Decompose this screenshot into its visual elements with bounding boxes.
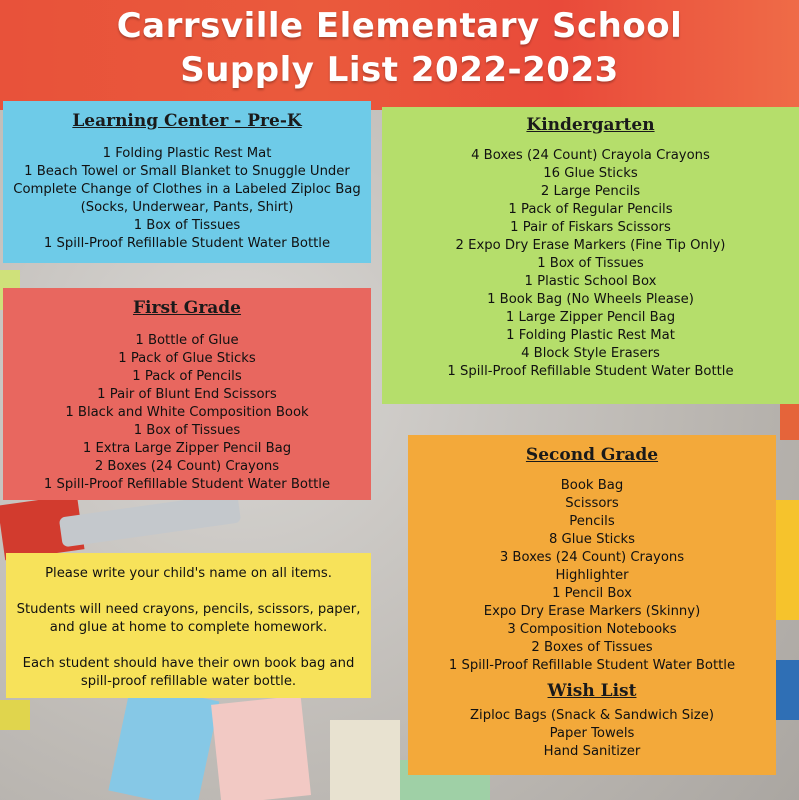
list-item: 1 Bottle of Glue xyxy=(135,333,239,348)
list-item: Highlighter xyxy=(555,568,629,583)
list-item: 1 Pack of Pencils xyxy=(132,369,242,384)
note-line: spill-proof refillable water bottle. xyxy=(80,674,297,689)
kindergarten-supply-box xyxy=(382,107,799,404)
list-item: 1 Spill-Proof Refillable Student Water Bottle xyxy=(447,364,734,379)
list-item: 1 Plastic School Box xyxy=(524,274,657,289)
list-item: 1 Pack of Regular Pencils xyxy=(508,202,673,217)
first-grade-heading: First Grade xyxy=(132,298,242,318)
second-grade-supply-box xyxy=(408,435,776,775)
list-item: 3 Composition Notebooks xyxy=(507,622,677,637)
note-line: Each student should have their own book bag and xyxy=(22,656,355,671)
kindergarten-heading: Kindergarten xyxy=(526,115,655,135)
list-item: Paper Towels xyxy=(549,726,635,741)
list-item: 4 Boxes (24 Count) Crayola Crayons xyxy=(471,148,710,163)
title-line-2: Supply List 2022-2023 xyxy=(180,50,619,90)
list-item: 1 Extra Large Zipper Pencil Bag xyxy=(82,441,292,456)
list-item: 1 Pack of Glue Sticks xyxy=(118,351,256,366)
wish-list-heading: Wish List xyxy=(547,681,637,701)
note-line: Please write your child's name on all items. xyxy=(45,566,332,581)
wish-list xyxy=(408,707,776,761)
list-item: 1 Pair of Fiskars Scissors xyxy=(510,220,671,235)
list-item: Book Bag xyxy=(560,478,624,493)
list-item: Expo Dry Erase Markers (Skinny) xyxy=(483,604,701,619)
list-item: 1 Beach Towel or Small Blanket to Snuggle Under xyxy=(24,164,350,179)
list-item: 16 Glue Sticks xyxy=(543,166,638,181)
list-item: 2 Large Pencils xyxy=(540,184,641,199)
list-item: 4 Block Style Erasers xyxy=(521,346,660,361)
list-item: 3 Boxes (24 Count) Crayons xyxy=(499,550,685,565)
list-item: Pencils xyxy=(569,514,615,529)
first-grade-supply-box xyxy=(3,288,371,500)
list-item: 1 Large Zipper Pencil Bag xyxy=(505,310,676,325)
second-grade-list xyxy=(408,477,776,675)
page-title xyxy=(0,4,799,92)
list-item: (Socks, Underwear, Pants, Shirt) xyxy=(80,200,294,215)
note-line: Students will need crayons, pencils, scissors, paper, xyxy=(16,602,361,617)
prek-list xyxy=(3,145,371,253)
list-item: 2 Expo Dry Erase Markers (Fine Tip Only) xyxy=(455,238,726,253)
list-item: 1 Box of Tissues xyxy=(537,256,644,271)
list-item: 1 Black and White Composition Book xyxy=(65,405,309,420)
list-item: 1 Pencil Box xyxy=(552,586,632,601)
list-item: 1 Spill-Proof Refillable Student Water Bottle xyxy=(448,658,736,673)
list-item: 2 Boxes of Tissues xyxy=(531,640,653,655)
list-item: 1 Spill-Proof Refillable Student Water Bottle xyxy=(43,236,331,251)
second-grade-heading: Second Grade xyxy=(525,445,659,465)
note-line: and glue at home to complete homework. xyxy=(49,620,328,635)
kindergarten-list xyxy=(382,147,799,381)
list-item: 1 Box of Tissues xyxy=(133,218,241,233)
prek-supply-box xyxy=(3,101,371,263)
list-item: 1 Pair of Blunt End Scissors xyxy=(97,387,277,402)
list-item: 1 Folding Plastic Rest Mat xyxy=(102,146,272,161)
list-item: Scissors xyxy=(565,496,619,511)
first-grade-list xyxy=(3,332,371,494)
list-item: Complete Change of Clothes in a Labeled Ziploc Bag xyxy=(13,182,361,197)
list-item: 2 Boxes (24 Count) Crayons xyxy=(94,459,280,474)
list-item: 1 Spill-Proof Refillable Student Water Bottle xyxy=(43,477,331,492)
list-item: 1 Folding Plastic Rest Mat xyxy=(506,328,675,343)
prek-heading: Learning Center - Pre-K xyxy=(72,111,302,131)
list-item: 1 Box of Tissues xyxy=(133,423,241,438)
list-item: 8 Glue Sticks xyxy=(548,532,636,547)
title-line-1: Carrsville Elementary School xyxy=(116,6,683,46)
parent-note-box xyxy=(6,553,371,698)
list-item: Hand Sanitizer xyxy=(543,744,641,759)
list-item: Ziploc Bags (Snack & Sandwich Size) xyxy=(470,708,714,723)
list-item: 1 Book Bag (No Wheels Please) xyxy=(487,292,694,307)
